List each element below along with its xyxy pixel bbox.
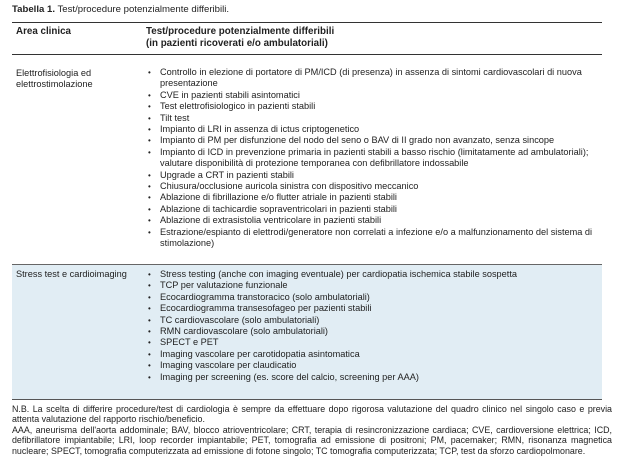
bullet-icon: • (148, 170, 151, 180)
list-item: • Stress testing (anche con imaging eventuale) per cardiopatia ischemica stabile sospetta (148, 269, 517, 279)
bullet-icon: • (148, 68, 151, 77)
bullet-icon: • (148, 102, 151, 112)
header-area-clinica: Area clinica (16, 26, 72, 37)
list-item: • Chiusura/occlusione auricola sinistra con dispositivo meccanico (148, 181, 419, 192)
bullet-icon: • (148, 349, 151, 359)
list-item: • RMN cardiovascolare (solo ambulatoriali) (148, 326, 328, 337)
list-item: • Controllo in elezione di portatore di PM/ICD (di presenza) in assenza di sintomi cardiovascolari di nuova presentazione (148, 67, 582, 89)
header-procedures (146, 26, 586, 54)
bullet-icon: • (148, 292, 151, 302)
bullet-icon: • (148, 216, 151, 226)
list-item: • TC cardiovascolare (solo ambulatoriali) (148, 314, 320, 325)
bullet-icon: • (148, 193, 151, 203)
list-item: • Imaging per screening (es. score del calcio, screening per AAA) (148, 371, 419, 382)
list-item: • TCP per valutazione funzionale (148, 280, 288, 291)
list-item: • Impianto di PM per disfunzione del nodo del seno o BAV di II grado non avanzato, senza sincope (148, 135, 555, 146)
bullet-icon: • (148, 327, 151, 337)
bullet-icon: • (148, 147, 151, 157)
list-item: • Impianto di LRI in assenza di ictus criptogenetico (148, 124, 360, 135)
footnote-abbreviations: AAA, aneurisma dell'aorta addominale; BAV, blocco atrioventricolare; CRT, terapia di resincronizzazione cardiaca; CVE, cardioversione elettrica; ICD, defibrillatore impiantabile; LRI, loop recorder impiantabile; PET, tomografia ad emissione di positroni; PM, pacemaker; RMN, risonanza magnetica nucleare; SPECT, tomografia computerizzata ad emissione di fotone singolo; TC tomografia computerizzata; TCP, test da sforzo cardiopolmonare. (12, 424, 612, 456)
list-item: • SPECT e PET (148, 337, 219, 348)
header-procedures-line2: (in pazienti ricoverati e/o ambulatoriali) (146, 38, 328, 49)
bullet-icon: • (148, 372, 151, 382)
row-separator (12, 264, 602, 265)
table-caption (12, 4, 612, 16)
footnote-nb: N.B. La scelta di differire procedure/test di cardiologia è sempre da effettuare dopo rigorosa valutazione del quadro clinico nel singolo caso e previa attenta valutazione del rapporto rischio/beneficio. (12, 404, 612, 425)
list-item: • Test elettrofisiologico in pazienti stabili (148, 101, 316, 112)
bullet-icon: • (148, 338, 151, 348)
bullet-icon: • (148, 125, 151, 135)
bullet-icon: • (148, 136, 151, 146)
table-footnotes (12, 404, 612, 456)
list-item: • Imaging vascolare per claudicatio (148, 360, 297, 371)
list-item: • Imaging vascolare per carotidopatia asintomatica (148, 348, 360, 359)
list-item: • Ablazione di extrasistolia ventricolare in pazienti stabili (148, 215, 382, 226)
list-item: • Impianto di ICD in prevenzione primaria in pazienti stabili a basso rischio (limitatamente ad ambulatoriali); valutare disponibilità di protezione temporanea con defibrillatore indossabile (148, 146, 589, 169)
bullet-icon: • (148, 90, 151, 100)
list-item: • Ecocardiogramma transesofageo per pazienti stabili (148, 303, 372, 314)
bullet-icon: • (148, 182, 151, 192)
bullet-icon: • (148, 281, 151, 291)
list-item: • Estrazione/espianto di elettrodi/generatore non correlati a infezione e/o a malfunzionamento del sistema di stimolazione) (148, 226, 593, 249)
header-procedures-line1: Test/procedure potenzialmente differibili (146, 26, 335, 37)
table-top-rule (12, 22, 602, 23)
list-item: • Ecocardiogramma transtoracico (solo ambulatoriali) (148, 291, 370, 302)
list-item: • Ablazione di fibrillazione e/o flutter atriale in pazienti stabili (148, 192, 397, 203)
bullet-icon: • (148, 113, 151, 123)
list-item: • Tilt test (148, 112, 190, 123)
bullet-icon: • (148, 270, 151, 279)
bullet-icon: • (148, 227, 151, 237)
table-bottom-rule (12, 399, 602, 400)
list-item: • CVE in pazienti stabili asintomatici (148, 89, 300, 100)
list-item: • Ablazione di tachicardie sopraventricolari in pazienti stabili (148, 203, 397, 214)
area-label-stress-test: Stress test e cardioimaging (16, 269, 127, 279)
procedure-list-stress-test (146, 269, 596, 383)
table-caption-text: Test/procedure potenzialmente differibili. (55, 4, 230, 15)
bullet-icon: • (148, 204, 151, 214)
bullet-icon: • (148, 315, 151, 325)
table-caption-label: Tabella 1. (12, 4, 56, 15)
list-item: • Upgrade a CRT in pazienti stabili (148, 169, 294, 180)
procedure-list-elettrofisiologia (146, 67, 596, 250)
bullet-icon: • (148, 304, 151, 314)
area-label-elettrofisiologia: Elettrofisiologia ed elettrostimolazione (16, 68, 93, 89)
bullet-icon: • (148, 361, 151, 371)
